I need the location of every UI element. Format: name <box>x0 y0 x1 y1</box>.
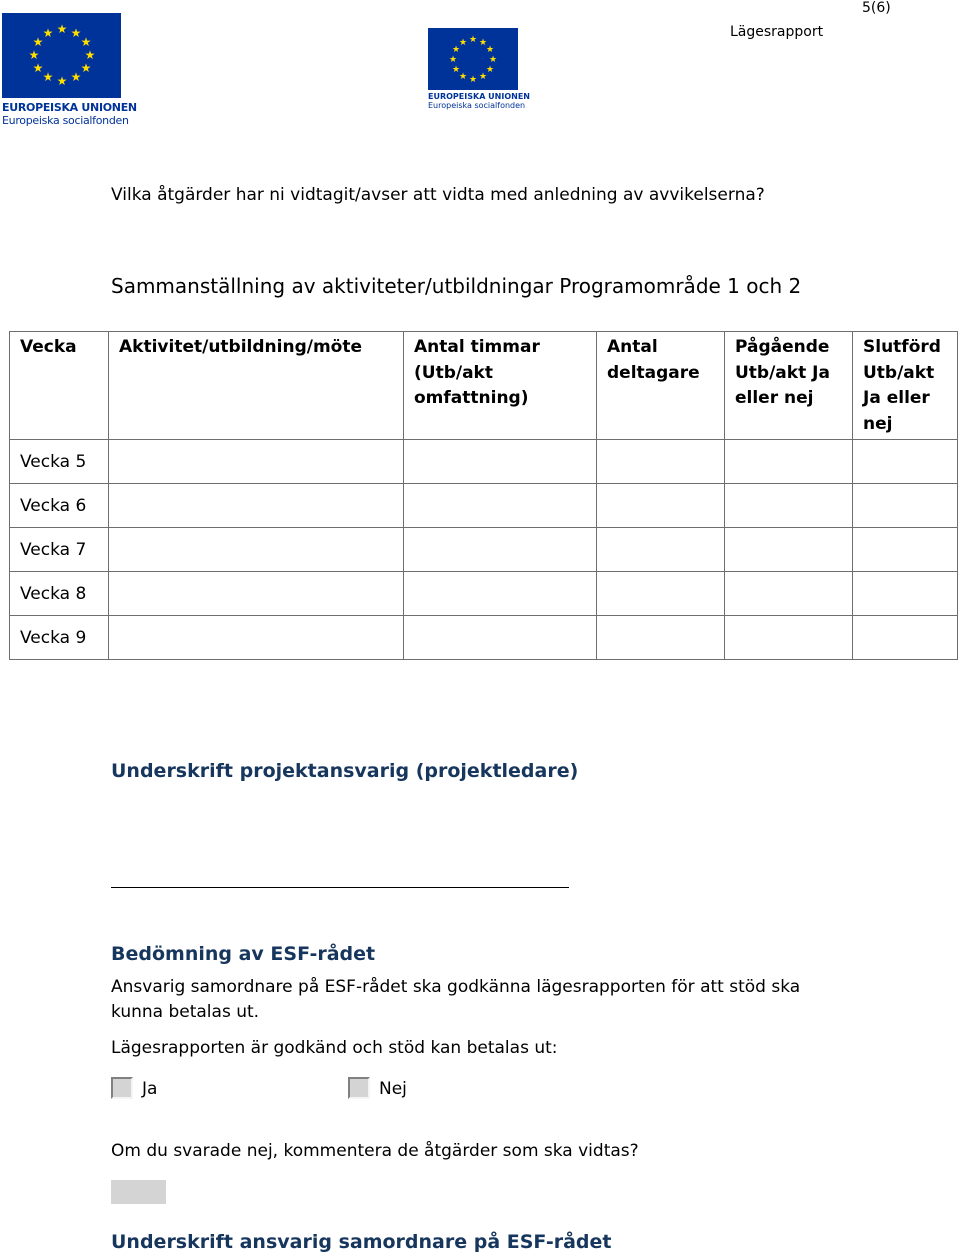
yes-checkbox[interactable] <box>111 1077 133 1099</box>
week-label: Vecka 5 <box>10 440 109 484</box>
col-header-week: Vecka <box>10 332 109 440</box>
hours-cell[interactable] <box>404 484 597 528</box>
ongoing-cell[interactable] <box>725 484 853 528</box>
star-circle-large <box>2 13 121 98</box>
ongoing-cell[interactable] <box>725 572 853 616</box>
week-label: Vecka 8 <box>10 572 109 616</box>
header-doc-label: Lägesrapport <box>730 24 824 40</box>
activity-cell[interactable] <box>109 528 404 572</box>
col-header-ongoing: Pågående Utb/akt Ja eller nej <box>725 332 853 440</box>
star-circle-small <box>428 28 518 90</box>
comment-field[interactable] <box>111 1180 166 1204</box>
svg-text:★: ★ <box>458 72 468 82</box>
activity-cell[interactable] <box>109 616 404 660</box>
table-row <box>10 616 958 660</box>
svg-text:★: ★ <box>32 61 44 75</box>
ongoing-cell[interactable] <box>725 616 853 660</box>
table-row <box>10 572 958 616</box>
svg-text:★: ★ <box>458 38 468 48</box>
signature-project-heading: Underskrift projektansvarig (projektledare) <box>111 760 579 782</box>
completed-cell[interactable] <box>853 440 958 484</box>
svg-text:★: ★ <box>485 45 495 55</box>
eu-logo-small-line2: Europeiska socialfonden <box>428 101 526 110</box>
eu-logo-small-line1: EUROPEISKA UNIONEN <box>428 92 530 101</box>
week-label: Vecka 7 <box>10 528 109 572</box>
col-header-completed: Slutförd Utb/akt Ja eller nej <box>853 332 958 440</box>
participants-cell[interactable] <box>597 440 725 484</box>
svg-text:★: ★ <box>468 75 478 85</box>
assessment-paragraph: Ansvarig samordnare på ESF-rådet ska godkänna lägesrapporten för att stöd ska kunna betalas ut. <box>111 977 801 1022</box>
signature-line[interactable] <box>111 887 569 888</box>
eu-logo-large-line1: EUROPEISKA UNIONEN <box>2 101 137 114</box>
participants-cell[interactable] <box>597 528 725 572</box>
ongoing-cell[interactable] <box>725 528 853 572</box>
hours-cell[interactable] <box>404 440 597 484</box>
svg-text:★: ★ <box>56 22 68 36</box>
svg-text:★: ★ <box>32 35 44 49</box>
approval-question: Lägesrapporten är godkänd och stöd kan betalas ut: <box>111 1038 558 1058</box>
yes-label: Ja <box>142 1079 158 1099</box>
no-checkbox[interactable] <box>348 1077 370 1099</box>
svg-text:★: ★ <box>468 35 478 45</box>
participants-cell[interactable] <box>597 572 725 616</box>
page-number: 5(6) <box>862 0 891 16</box>
comment-question: Om du svarade nej, kommentera de åtgärder som ska vidtas? <box>111 1141 639 1161</box>
col-header-participants: Antal deltagare <box>597 332 725 440</box>
activity-cell[interactable] <box>109 572 404 616</box>
participants-cell[interactable] <box>597 484 725 528</box>
hours-cell[interactable] <box>404 572 597 616</box>
col-header-activity: Aktivitet/utbildning/möte <box>109 332 404 440</box>
svg-text:★: ★ <box>488 55 498 65</box>
completed-cell[interactable] <box>853 572 958 616</box>
week-label: Vecka 6 <box>10 484 109 528</box>
svg-text:★: ★ <box>448 55 458 65</box>
actions-question: Vilka åtgärder har ni vidtagit/avser att vidta med anledning av avvikelserna? <box>111 185 765 205</box>
signature-coordinator-heading: Underskrift ansvarig samordnare på ESF-rådet <box>111 1231 612 1253</box>
svg-text:★: ★ <box>42 70 54 84</box>
table-row <box>10 528 958 572</box>
summary-title: Sammanställning av aktiviteter/utbildningar Programområde 1 och 2 <box>111 274 802 298</box>
col-header-hours: Antal timmar (Utb/akt omfattning) <box>404 332 597 440</box>
table-row <box>10 440 958 484</box>
svg-text:★: ★ <box>451 45 461 55</box>
svg-text:★: ★ <box>84 48 96 62</box>
eu-logo-large-line2: Europeiska socialfonden <box>2 114 129 127</box>
table-row <box>10 484 958 528</box>
svg-text:★: ★ <box>70 70 82 84</box>
ongoing-cell[interactable] <box>725 440 853 484</box>
week-label: Vecka 9 <box>10 616 109 660</box>
svg-text:★: ★ <box>28 48 40 62</box>
summary-table <box>9 331 958 660</box>
completed-cell[interactable] <box>853 528 958 572</box>
eu-flag-small <box>428 28 518 90</box>
completed-cell[interactable] <box>853 484 958 528</box>
svg-text:★: ★ <box>56 74 68 88</box>
svg-text:★: ★ <box>80 35 92 49</box>
activity-cell[interactable] <box>109 484 404 528</box>
assessment-heading: Bedömning av ESF-rådet <box>111 943 376 965</box>
participants-cell[interactable] <box>597 616 725 660</box>
svg-text:★: ★ <box>478 72 488 82</box>
eu-flag-large <box>2 13 121 98</box>
svg-text:★: ★ <box>70 26 82 40</box>
svg-text:★: ★ <box>451 65 461 75</box>
no-label: Nej <box>379 1079 407 1099</box>
hours-cell[interactable] <box>404 616 597 660</box>
svg-text:★: ★ <box>80 61 92 75</box>
activity-cell[interactable] <box>109 440 404 484</box>
svg-text:★: ★ <box>42 26 54 40</box>
hours-cell[interactable] <box>404 528 597 572</box>
svg-text:★: ★ <box>478 38 488 48</box>
table-header-row <box>10 332 958 440</box>
completed-cell[interactable] <box>853 616 958 660</box>
svg-text:★: ★ <box>485 65 495 75</box>
